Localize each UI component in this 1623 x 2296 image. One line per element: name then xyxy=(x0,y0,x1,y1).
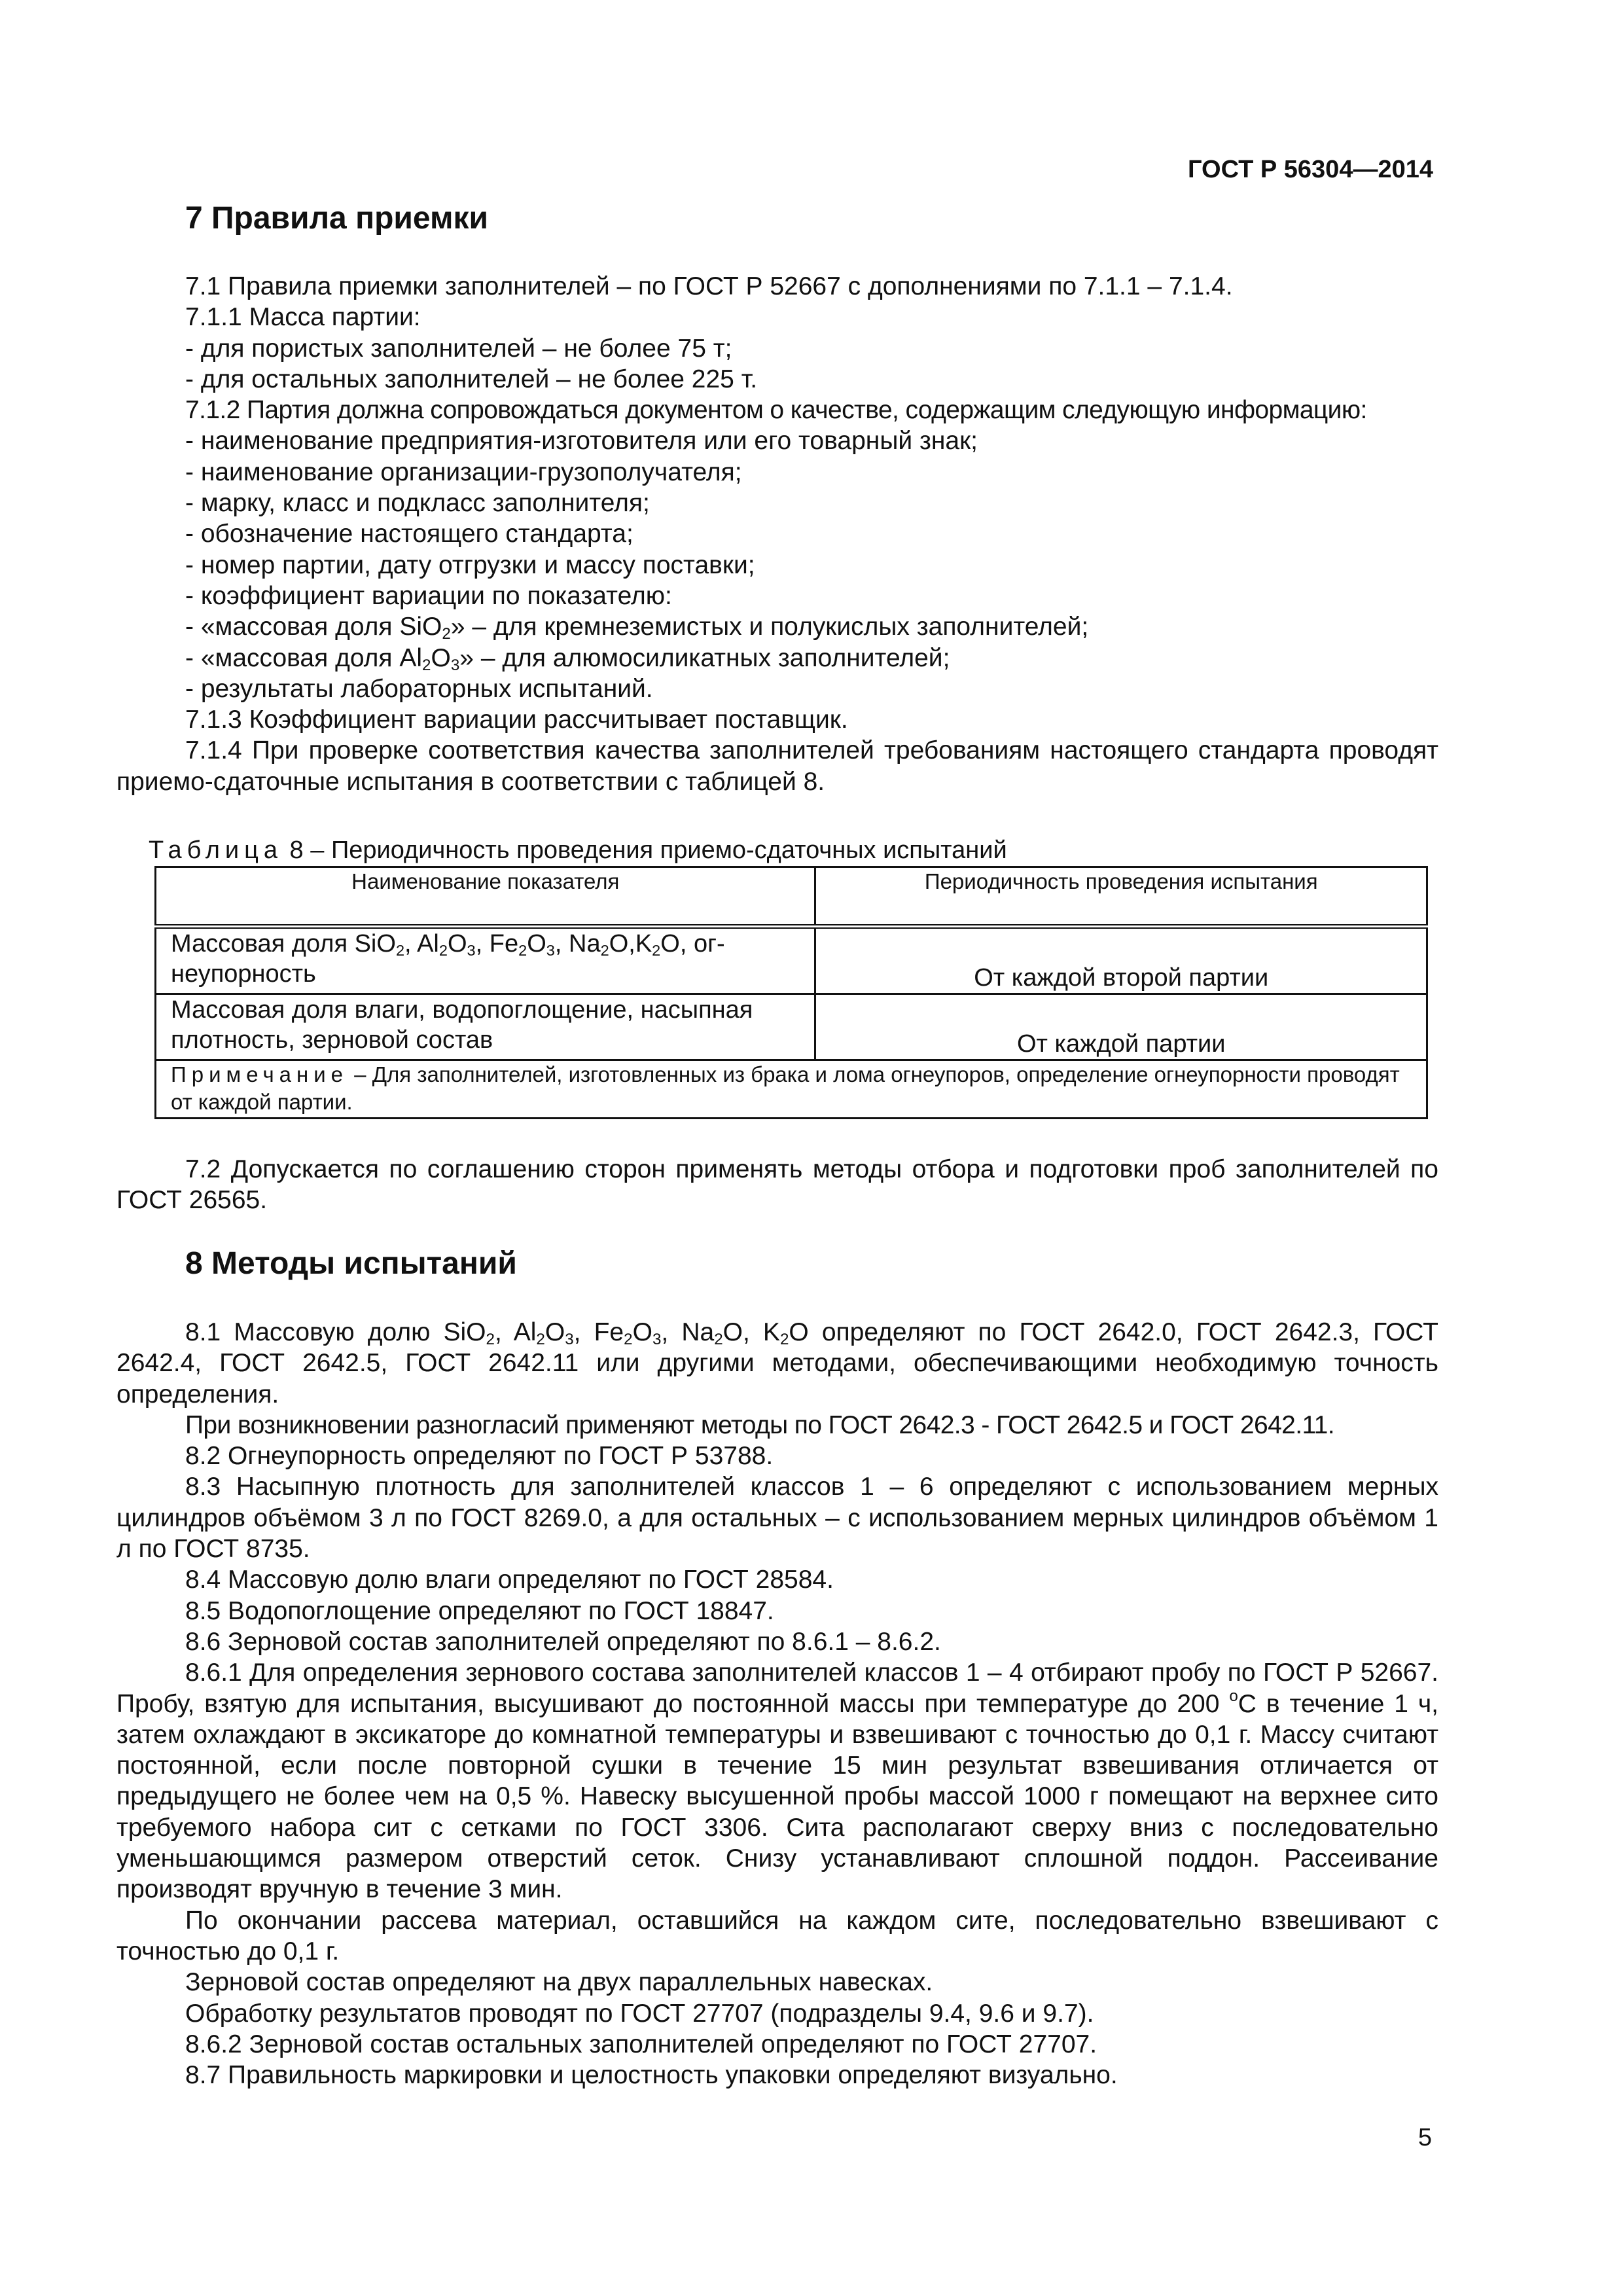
table-note-row xyxy=(156,1060,1427,1119)
column-header-indicator: Наименование показателя xyxy=(156,867,815,927)
page-number: 5 xyxy=(1418,2124,1432,2151)
paragraph-7-1-2: 7.1.2 Партия должна сопровождаться документом о качестве, содержащим следующую информацию: xyxy=(185,396,1367,425)
table-cell-periodicity: От каждой партии xyxy=(815,994,1427,1060)
table-note: Примечание – Для заполнителей, изготовленных из брака и лома огнеупоров, определение огнеупорности проводят от каждой партии. xyxy=(156,1060,1427,1119)
table-cell-indicator: Массовая доля влаги, водопоглощение, насыпная плотность, зерновой состав xyxy=(156,994,815,1060)
paragraph-8-2: 8.2 Огнеупорность определяют по ГОСТ Р 53788. xyxy=(185,1442,774,1471)
paragraph-7-2: 7.2 Допускается по соглашению сторон применять методы отбора и подготовки проб заполнителей по ГОСТ 26565. xyxy=(116,1155,1438,1215)
paragraph-8-3: 8.3 Насыпную плотность для заполнителей классов 1 – 6 определяют с использованием мерных цилиндров объёмом 3 л по ГОСТ 8269.0, а для остальных – с использованием мерных цилиндров объёмом 1 л по ГОСТ 8735. xyxy=(116,1473,1438,1564)
section-7-title: 7 Правила приемки xyxy=(185,201,489,236)
list-item: - наименование организации-грузополучателя; xyxy=(185,457,742,486)
list-item: - для остальных заполнителей – не более 225 т. xyxy=(185,365,758,393)
list-item: - наименование предприятия-изготовителя или его товарный знак; xyxy=(185,427,978,456)
list-item: - марку, класс и подкласс заполнителя; xyxy=(185,489,650,518)
list-item-al2o3: - «массовая доля $Al_2O_3$» – для алюмосиликатных заполнителей; xyxy=(185,643,950,674)
table-8 xyxy=(154,866,1428,1119)
paragraph-7-1-4: 7.1.4 При проверке соответствия качества заполнителей требованиям настоящего стандарта проводят приемо-сдаточные испытания в соответствии с таблицей 8. xyxy=(116,736,1438,796)
paragraph-8-1: 8.1 Массовую долю SiO$_2$, $Al_2O_3$, $Fe_2O_3$, $Na_2O$, $K_2O$ определяют по ГОСТ 2642.0, ГОСТ 2642.3, ГОСТ 2642.4, ГОСТ 2642.5, ГОСТ 2642.11 или другими методами, обеспечивающими необходимую точность определения. xyxy=(116,1318,1438,1408)
paragraph-8-7: 8.7 Правильность маркировки и целостность упаковки определяют визуально. xyxy=(185,2061,1118,2090)
paragraph-disagreement: При возникновении разногласий применяют методы по ГОСТ 2642.3 - ГОСТ 2642.5 и ГОСТ 2642.11. xyxy=(185,1410,1335,1439)
table-row xyxy=(156,994,1427,1060)
list-item: - для пористых заполнителей – не более 75 т; xyxy=(185,334,732,363)
paragraph-processing: Обработку результатов проводят по ГОСТ 27707 (подразделы 9.4, 9.6 и 9.7). xyxy=(185,1999,1094,2028)
paragraph-7-1: 7.1 Правила приемки заполнителей – по ГОСТ Р 52667 с дополнениями по 7.1.1 – 7.1.4. xyxy=(185,272,1233,300)
section-8-body xyxy=(116,1317,1438,2090)
paragraph-two-samples: Зерновой состав определяют на двух параллельных навесках. xyxy=(185,1968,933,1997)
list-item-sio2: - «массовая доля SiO$_2$» – для кремнеземистых и полукислых заполнителей; xyxy=(185,613,1089,643)
table-cell-periodicity: От каждой второй партии xyxy=(815,927,1427,994)
section-7-body xyxy=(116,271,1438,797)
document-code-header: ГОСТ Р 56304—2014 xyxy=(1188,156,1433,183)
paragraph-8-6-2: 8.6.2 Зерновой состав остальных заполнителей определяют по ГОСТ 27707. xyxy=(185,2030,1097,2058)
paragraph-8-5: 8.5 Водопоглощение определяют по ГОСТ 18847. xyxy=(185,1596,774,1625)
list-item: - обозначение настоящего стандарта; xyxy=(185,520,633,548)
list-item: - коэффициент вариации по показателю: xyxy=(185,581,672,610)
column-header-periodicity: Периодичность проведения испытания xyxy=(815,867,1427,927)
paragraph-8-4: 8.4 Массовую долю влаги определяют по ГОСТ 28584. xyxy=(185,1566,834,1594)
paragraph-7-2-block xyxy=(116,1154,1438,1216)
paragraph-8-6: 8.6 Зерновой состав заполнителей определяют по 8.6.1 – 8.6.2. xyxy=(185,1627,941,1656)
table-8-caption: Таблица 8 – Периодичность проведения приемо-сдаточных испытаний xyxy=(149,836,1007,864)
list-item: - результаты лабораторных испытаний. xyxy=(185,674,653,703)
paragraph-after-sieve: По окончании рассева материал, оставшийся на каждом сите, последовательно взвешивают с точностью до 0,1 г. xyxy=(116,1906,1438,1965)
table-header-row xyxy=(156,867,1427,927)
paragraph-7-1-1: 7.1.1 Масса партии: xyxy=(185,303,421,332)
table-row xyxy=(156,927,1427,994)
paragraph-8-6-1: 8.6.1 Для определения зернового состава заполнителей классов 1 – 4 отбирают пробу по ГОСТ Р 52667. Пробу, взятую для испытания, высушивают до постоянной массы при температуре до 200 $^o$С в течение 1 ч, затем охлаждают в эксикаторе до комнатной температуры и взвешивают с точностью до 0,1 г. Массу считают постоянной, если после повторной сушки в течение 15 мин результат взвешивания отличается от предыдущего не более чем на 0,5 %. Навеску высушенной пробы массой 1000 г помещают на верхнее сито требуемого набора сит с сетками по ГОСТ 3306. Сита располагают сверху вниз с последовательно уменьшающимся размером отверстий сеток. Снизу устанавливают сплошной поддон. Рассеивание производят вручную в течение 3 мин. xyxy=(116,1659,1438,1904)
paragraph-7-1-3: 7.1.3 Коэффициент вариации рассчитывает поставщик. xyxy=(185,706,848,734)
section-8-title: 8 Методы испытаний xyxy=(185,1246,517,1281)
list-item: - номер партии, дату отгрузки и массу поставки; xyxy=(185,550,755,579)
table-cell-indicator: Массовая доля SiO$_2$, $Al_2O_3$, $Fe_2O_3$, $Na_2O,K_2O$, ог-неупорность xyxy=(156,927,815,994)
